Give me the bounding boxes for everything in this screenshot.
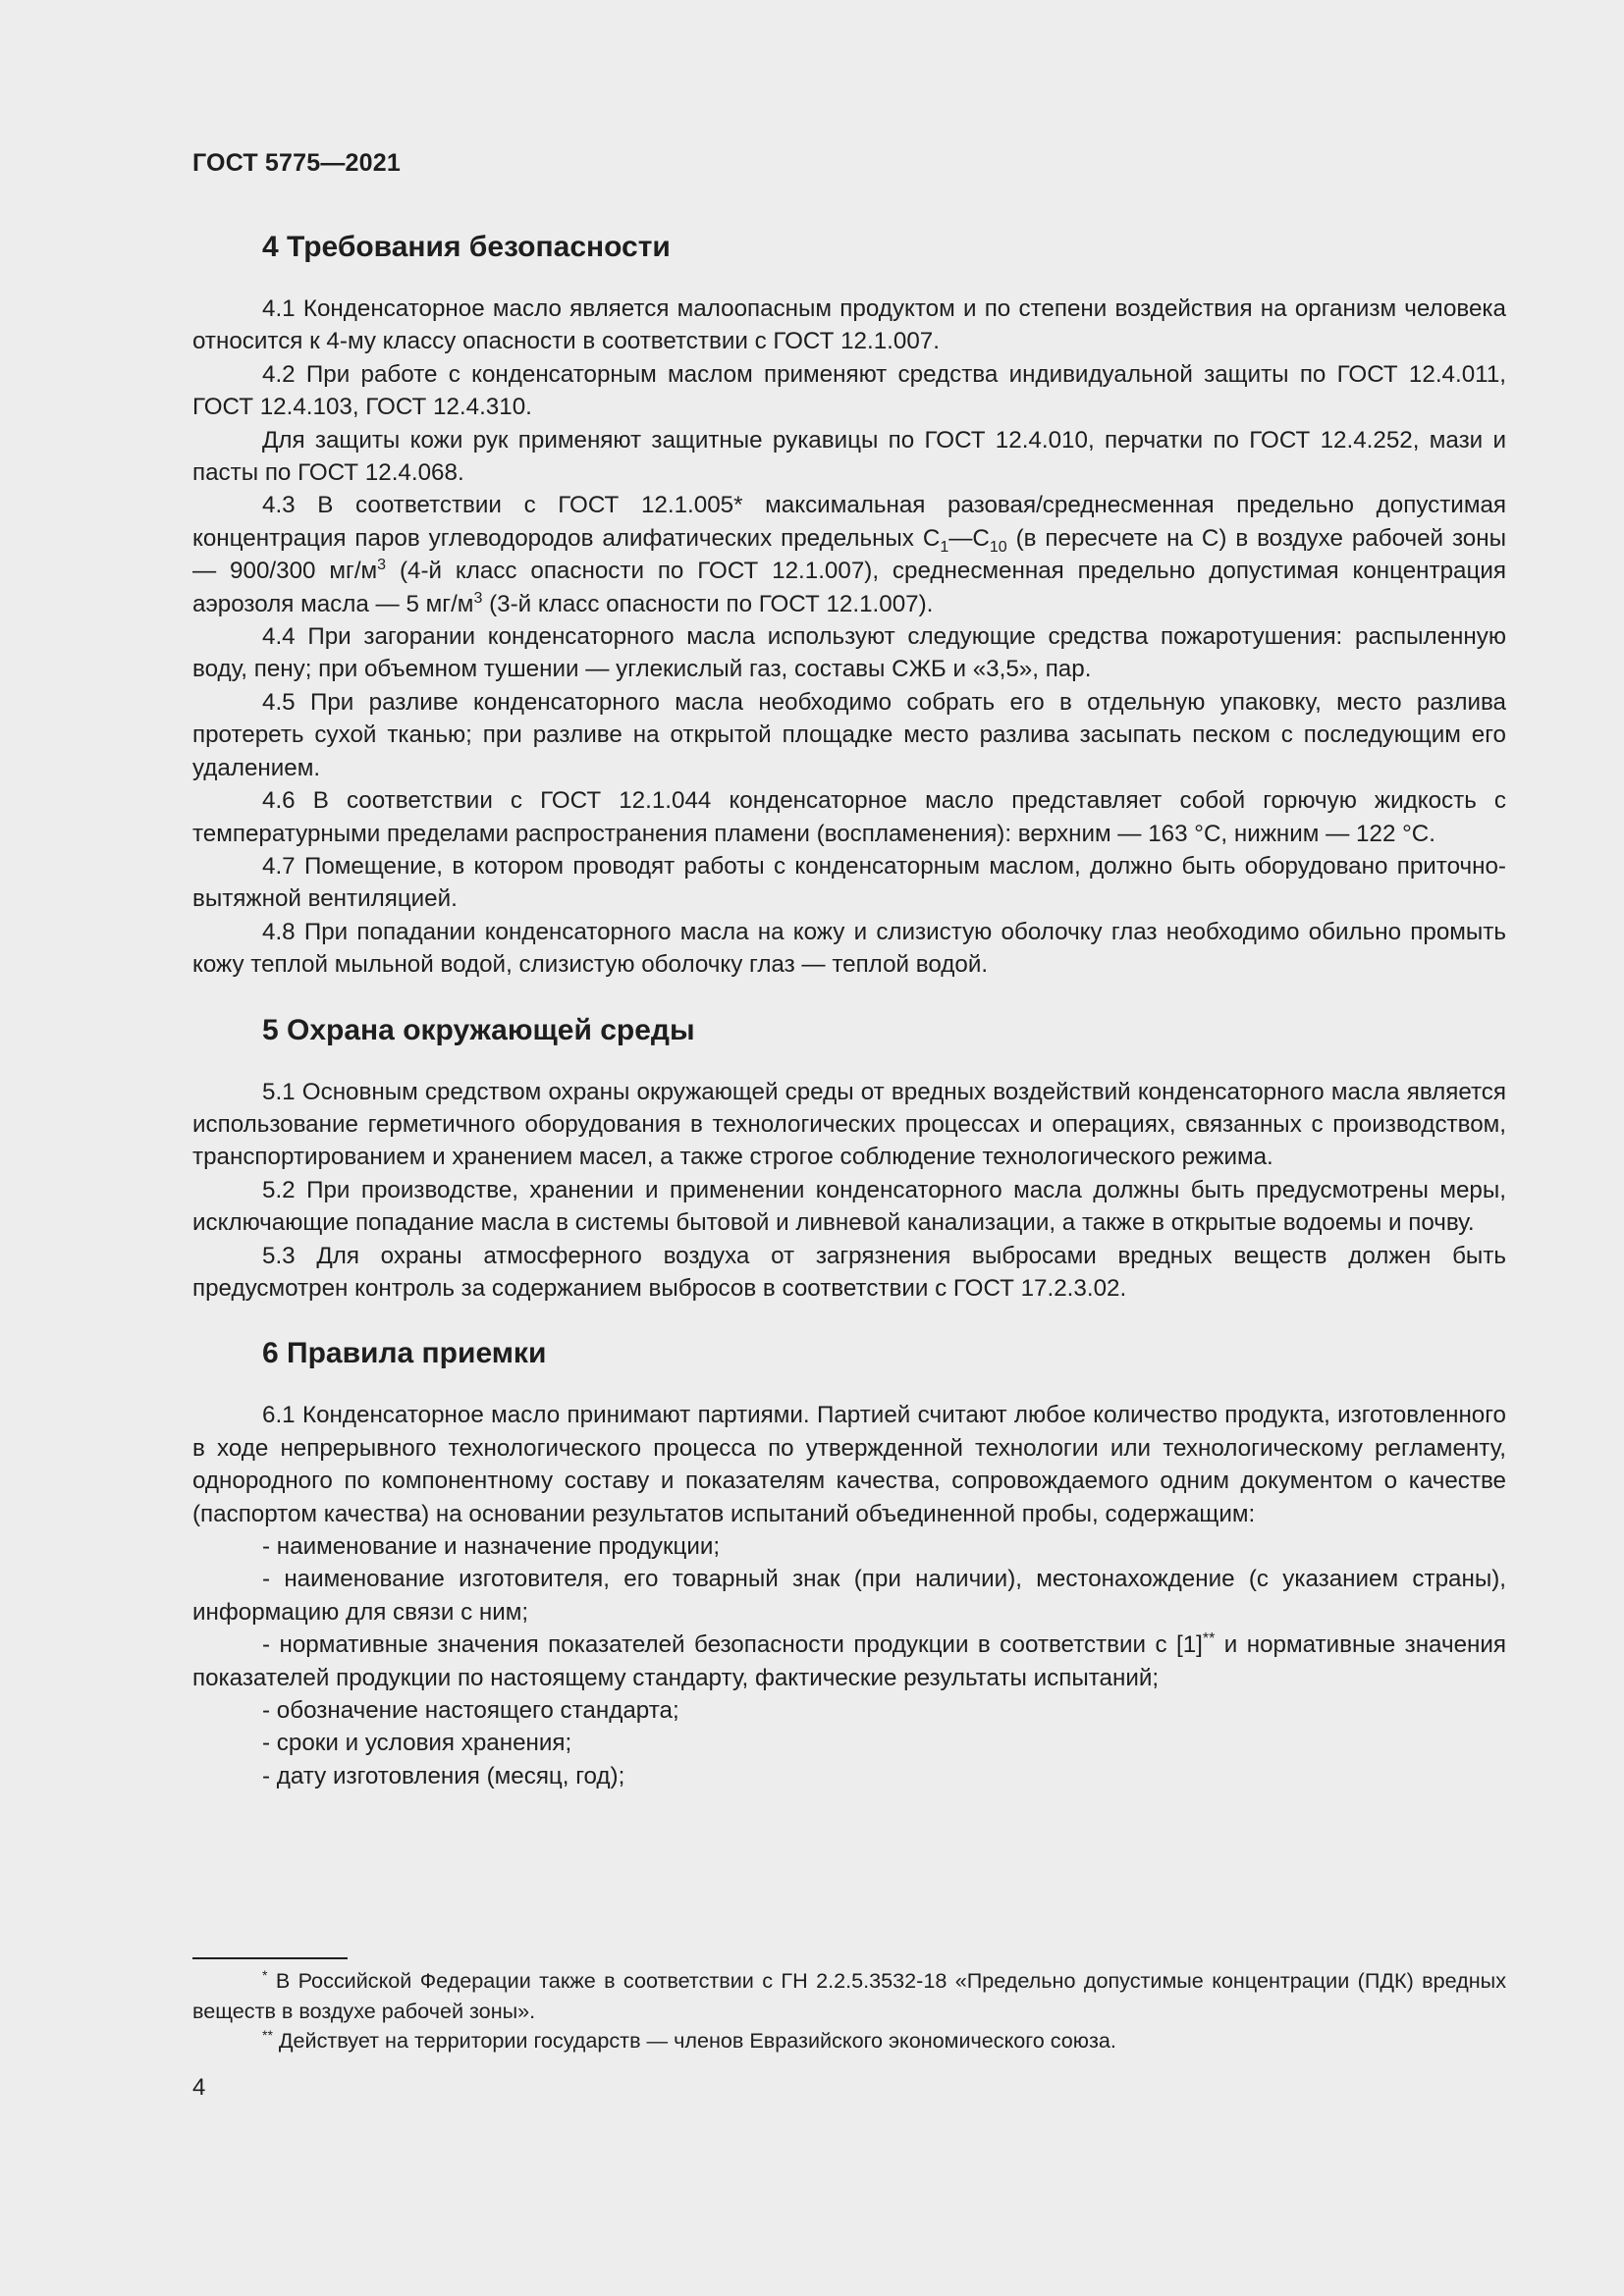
paragraph-4-6: 4.6 В соответствии с ГОСТ 12.1.044 конденсаторное масло представляет собой горючую жидкость с температурными пределами распространения пламени (воспламенения): верхним — 163 °С, нижним — 122 °С. xyxy=(192,787,1506,847)
paragraph-4-5: 4.5 При разливе конденсаторного масла необходимо собрать его в отдельную упаковку, место разлива протереть сухой тканью; при разливе на открытой площадке место разлива засыпать песком с последующим его удалением. xyxy=(192,688,1506,781)
paragraph-4-2-skin: Для защиты кожи рук применяют защитные рукавицы по ГОСТ 12.4.010, перчатки по ГОСТ 12.4.252, мази и пасты по ГОСТ 12.4.068. xyxy=(192,426,1506,487)
footnotes xyxy=(192,1966,1506,2056)
section-6-title: 6 Правила приемки xyxy=(262,1337,547,1370)
paragraph-6-1: 6.1 Конденсаторное масло принимают партиями. Партией считают любое количество продукта, изготовленного в ходе непрерывного технологического процесса по утвержденной технологии или технологическому регламенту, однородного по компонентному составу и показателям качества, сопровождаемого одним документом о качестве (паспортом качества) на основании результатов испытаний объединенной пробы, содержащим: xyxy=(192,1402,1506,1527)
paragraph-4-8: 4.8 При попадании конденсаторного масла на кожу и слизистую оболочку глаз необходимо обильно промыть кожу теплой мыльной водой, слизистую оболочку глаз — теплой водой. xyxy=(192,918,1506,979)
document-header: ГОСТ 5775—2021 xyxy=(192,149,401,177)
list-item: - наименование изготовителя, его товарный знак (при наличии), местонахождение (с указанием страны), информацию для связи с ним; xyxy=(192,1566,1506,1626)
page-number: 4 xyxy=(192,2074,206,2101)
paragraph-4-7: 4.7 Помещение, в котором проводят работы с конденсаторным маслом, должно быть оборудовано приточно-вытяжной вентиляцией. xyxy=(192,852,1506,913)
footnote-separator xyxy=(192,1957,348,1959)
section-4-title: 4 Требования безопасности xyxy=(262,231,671,263)
paragraph-5-3: 5.3 Для охраны атмосферного воздуха от загрязнения выбросами вредных веществ должен быть предусмотрен контроль за содержанием выбросов в соответствии с ГОСТ 17.2.3.02. xyxy=(192,1242,1506,1302)
section-5 xyxy=(192,1011,1506,1306)
list-item: - сроки и условия хранения; xyxy=(262,1730,572,1757)
document-body xyxy=(192,228,1506,1822)
paragraph-5-2: 5.2 При производстве, хранении и применении конденсаторного масла должны быть предусмотрены меры, исключающие попадание масла в системы бытовой и ливневой канализации, а также в открытые водоемы и почву. xyxy=(192,1176,1506,1237)
section-6 xyxy=(192,1334,1506,1792)
section-4 xyxy=(192,228,1506,982)
paragraph-5-1: 5.1 Основным средством охраны окружающей среды от вредных воздействий конденсаторного масла является использование герметичного оборудования в технологических процессах и операциях, связанных с производством, транспортированием и хранением масел, а также строгое соблюдение технологического режима. xyxy=(192,1078,1506,1171)
paragraph-4-1: 4.1 Конденсаторное масло является малоопасным продуктом и по степени воздействия на организм человека относится к 4-му классу опасности в соответствии с ГОСТ 12.1.007. xyxy=(192,295,1506,355)
list-item: - обозначение настоящего стандарта; xyxy=(262,1697,679,1725)
paragraph-4-2: 4.2 При работе с конденсаторным маслом применяют средства индивидуальной защиты по ГОСТ 12.4.011, ГОСТ 12.4.103, ГОСТ 12.4.310. xyxy=(192,360,1506,421)
list-item: - нормативные значения показателей безопасности продукции в соответствии с [1]** и нормативные значения показателей продукции по настоящему стандарту, фактические результаты испытаний; xyxy=(192,1630,1506,1691)
paragraph-4-3: 4.3 В соответствии с ГОСТ 12.1.005* максимальная разовая/среднесменная предельно допустимая концентрация паров углеводородов алифатических предельных $С_1—С_{10}$ (в пересчете на С) в воздухе рабочей зоны — 900/300 $мг/м^3$ (4-й класс опасности по ГОСТ 12.1.007), среднесменная предельно допустимая концентрация аэрозоля масла — 5 $мг/м^3$ (3-й класс опасности по ГОСТ 12.1.007). xyxy=(192,492,1506,617)
list-item: - дату изготовления (месяц, год); xyxy=(262,1762,625,1789)
footnote-2: ** Действует на территории государств — членов Евразийского экономического союза. xyxy=(262,2026,1116,2053)
list-item: - наименование и назначение продукции; xyxy=(262,1533,721,1560)
footnote-1: * В Российской Федерации также в соответствии с ГН 2.2.5.3532-18 «Предельно допустимые концентрации (ПДК) вредных веществ в воздухе рабочей зоны». xyxy=(192,1966,1506,2023)
section-5-title: 5 Охрана окружающей среды xyxy=(262,1013,695,1046)
paragraph-4-4: 4.4 При загорании конденсаторного масла используют следующие средства пожаротушения: распыленную воду, пену; при объемном тушении — углекислый газ, составы СЖБ и «3,5», пар. xyxy=(192,623,1506,683)
